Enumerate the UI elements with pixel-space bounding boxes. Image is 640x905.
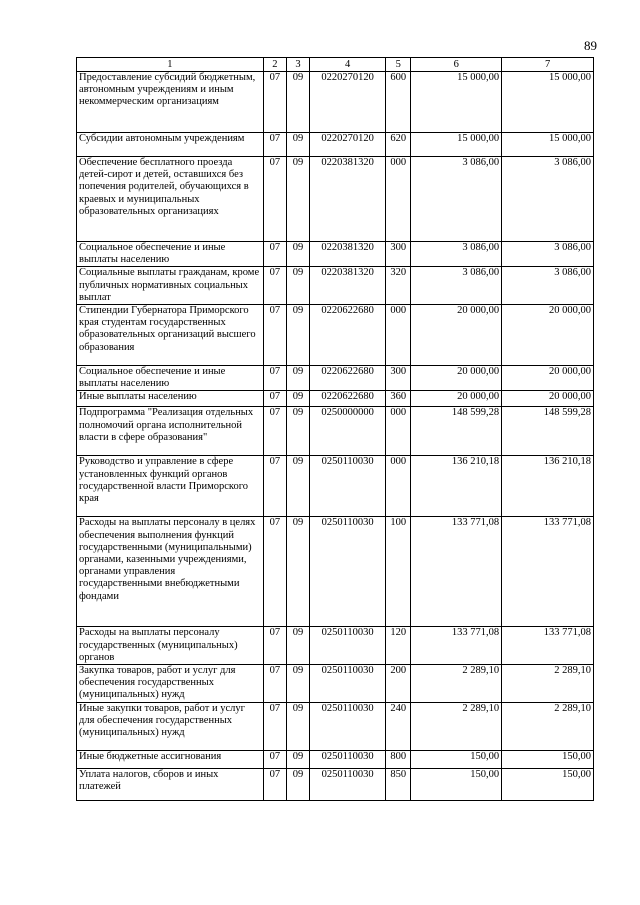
row-section: 07 — [263, 702, 286, 750]
row-amount-col6: 20 000,00 — [411, 391, 502, 407]
table-row — [77, 517, 594, 627]
row-section: 07 — [263, 305, 286, 366]
row-name: Иные закупки товаров, работ и услуг для обеспечения государственных (муниципальных) нужд — [77, 702, 264, 750]
row-target-code: 0220381320 — [310, 157, 386, 242]
budget-table — [76, 57, 594, 801]
row-name: Иные бюджетные ассигнования — [77, 750, 264, 768]
row-section: 07 — [263, 267, 286, 305]
row-target-code: 0250110030 — [310, 768, 386, 800]
row-subsection: 09 — [286, 391, 309, 407]
table-row — [77, 366, 594, 391]
table-row — [77, 627, 594, 665]
row-target-code: 0220270120 — [310, 72, 386, 133]
page-number: 89 — [584, 38, 597, 53]
column-header: 2 — [263, 58, 286, 72]
row-amount-col6: 20 000,00 — [411, 366, 502, 391]
table-row — [77, 305, 594, 366]
row-amount-col6: 3 086,00 — [411, 267, 502, 305]
row-amount-col7: 2 289,10 — [502, 702, 594, 750]
row-name: Уплата налогов, сборов и иных платежей — [77, 768, 264, 800]
row-amount-col6: 20 000,00 — [411, 305, 502, 366]
row-amount-col7: 15 000,00 — [502, 72, 594, 133]
row-section: 07 — [263, 517, 286, 627]
row-name: Субсидии автономным учреждениям — [77, 133, 264, 157]
table-row — [77, 72, 594, 133]
row-subsection: 09 — [286, 517, 309, 627]
row-amount-col7: 136 210,18 — [502, 456, 594, 517]
row-target-code: 0250000000 — [310, 407, 386, 456]
row-name: Иные выплаты населению — [77, 391, 264, 407]
row-expense-type: 120 — [386, 627, 411, 665]
row-amount-col7: 3 086,00 — [502, 242, 594, 267]
table-row — [77, 750, 594, 768]
row-section: 07 — [263, 366, 286, 391]
row-amount-col7: 148 599,28 — [502, 407, 594, 456]
row-target-code: 0250110030 — [310, 456, 386, 517]
row-name: Обеспечение бесплатного проезда детей-сирот и детей, оставшихся без попечения родителей, обучающихся в краевых и муниципальных образовательных организациях — [77, 157, 264, 242]
row-expense-type: 000 — [386, 157, 411, 242]
table-row — [77, 768, 594, 800]
row-target-code: 0220381320 — [310, 267, 386, 305]
column-header: 4 — [310, 58, 386, 72]
row-name: Расходы на выплаты персоналу в целях обеспечения выполнения функций государственными (муниципальными) органами, казенными учреждениями, органами управления государственными внебюджетными фондами — [77, 517, 264, 627]
row-amount-col6: 15 000,00 — [411, 133, 502, 157]
row-section: 07 — [263, 768, 286, 800]
row-name: Закупка товаров, работ и услуг для обеспечения государственных (муниципальных) нужд — [77, 665, 264, 703]
row-amount-col7: 150,00 — [502, 750, 594, 768]
row-subsection: 09 — [286, 72, 309, 133]
row-subsection: 09 — [286, 665, 309, 703]
row-section: 07 — [263, 72, 286, 133]
row-amount-col6: 3 086,00 — [411, 242, 502, 267]
row-target-code: 0220622680 — [310, 305, 386, 366]
row-name: Социальные выплаты гражданам, кроме публичных нормативных социальных выплат — [77, 267, 264, 305]
row-amount-col6: 15 000,00 — [411, 72, 502, 133]
column-header: 3 — [286, 58, 309, 72]
row-expense-type: 200 — [386, 665, 411, 703]
row-amount-col6: 136 210,18 — [411, 456, 502, 517]
row-amount-col7: 15 000,00 — [502, 133, 594, 157]
row-section: 07 — [263, 157, 286, 242]
row-subsection: 09 — [286, 407, 309, 456]
row-name: Стипендии Губернатора Приморского края студентам государственных образовательных организаций высшего образования — [77, 305, 264, 366]
row-subsection: 09 — [286, 627, 309, 665]
row-expense-type: 300 — [386, 242, 411, 267]
row-expense-type: 300 — [386, 366, 411, 391]
row-expense-type: 100 — [386, 517, 411, 627]
row-subsection: 09 — [286, 366, 309, 391]
table-row — [77, 267, 594, 305]
row-subsection: 09 — [286, 768, 309, 800]
table-row — [77, 157, 594, 242]
column-header: 5 — [386, 58, 411, 72]
row-subsection: 09 — [286, 133, 309, 157]
row-expense-type: 320 — [386, 267, 411, 305]
header-row — [77, 58, 594, 72]
row-amount-col6: 2 289,10 — [411, 702, 502, 750]
row-target-code: 0250110030 — [310, 627, 386, 665]
row-amount-col7: 133 771,08 — [502, 627, 594, 665]
row-section: 07 — [263, 133, 286, 157]
row-expense-type: 360 — [386, 391, 411, 407]
row-expense-type: 600 — [386, 72, 411, 133]
row-section: 07 — [263, 407, 286, 456]
row-amount-col7: 20 000,00 — [502, 305, 594, 366]
table-row — [77, 407, 594, 456]
column-header: 7 — [502, 58, 594, 72]
row-expense-type: 240 — [386, 702, 411, 750]
row-amount-col7: 3 086,00 — [502, 157, 594, 242]
row-amount-col6: 133 771,08 — [411, 627, 502, 665]
column-header: 6 — [411, 58, 502, 72]
row-amount-col6: 133 771,08 — [411, 517, 502, 627]
table-row — [77, 242, 594, 267]
row-amount-col6: 2 289,10 — [411, 665, 502, 703]
row-amount-col7: 3 086,00 — [502, 267, 594, 305]
row-amount-col6: 3 086,00 — [411, 157, 502, 242]
row-target-code: 0250110030 — [310, 665, 386, 703]
table-row — [77, 665, 594, 703]
row-name: Социальное обеспечение и иные выплаты населению — [77, 242, 264, 267]
row-amount-col7: 150,00 — [502, 768, 594, 800]
row-section: 07 — [263, 391, 286, 407]
row-section: 07 — [263, 665, 286, 703]
row-section: 07 — [263, 627, 286, 665]
row-section: 07 — [263, 456, 286, 517]
row-amount-col7: 20 000,00 — [502, 366, 594, 391]
row-amount-col6: 150,00 — [411, 768, 502, 800]
row-name: Руководство и управление в сфере установленных функций органов государственной власти Приморского края — [77, 456, 264, 517]
row-amount-col6: 150,00 — [411, 750, 502, 768]
row-target-code: 0220381320 — [310, 242, 386, 267]
row-target-code: 0250110030 — [310, 750, 386, 768]
row-subsection: 09 — [286, 305, 309, 366]
row-expense-type: 000 — [386, 407, 411, 456]
table-row — [77, 133, 594, 157]
row-expense-type: 000 — [386, 456, 411, 517]
row-target-code: 0250110030 — [310, 702, 386, 750]
row-amount-col7: 2 289,10 — [502, 665, 594, 703]
row-name: Социальное обеспечение и иные выплаты населению — [77, 366, 264, 391]
row-amount-col7: 20 000,00 — [502, 391, 594, 407]
row-expense-type: 000 — [386, 305, 411, 366]
row-section: 07 — [263, 750, 286, 768]
table-row — [77, 391, 594, 407]
row-subsection: 09 — [286, 267, 309, 305]
row-subsection: 09 — [286, 157, 309, 242]
row-name: Предоставление субсидий бюджетным, автономным учреждениям и иным некоммерческим организациям — [77, 72, 264, 133]
row-name: Расходы на выплаты персоналу государственных (муниципальных) органов — [77, 627, 264, 665]
table-row — [77, 702, 594, 750]
row-expense-type: 850 — [386, 768, 411, 800]
row-target-code: 0220270120 — [310, 133, 386, 157]
row-target-code: 0250110030 — [310, 517, 386, 627]
row-section: 07 — [263, 242, 286, 267]
row-expense-type: 620 — [386, 133, 411, 157]
row-subsection: 09 — [286, 456, 309, 517]
row-name: Подпрограмма "Реализация отдельных полномочий органа исполнительной власти в сфере образования" — [77, 407, 264, 456]
row-amount-col6: 148 599,28 — [411, 407, 502, 456]
column-header: 1 — [77, 58, 264, 72]
row-amount-col7: 133 771,08 — [502, 517, 594, 627]
row-subsection: 09 — [286, 702, 309, 750]
row-expense-type: 800 — [386, 750, 411, 768]
row-subsection: 09 — [286, 242, 309, 267]
table-row — [77, 456, 594, 517]
row-subsection: 09 — [286, 750, 309, 768]
row-target-code: 0220622680 — [310, 391, 386, 407]
row-target-code: 0220622680 — [310, 366, 386, 391]
